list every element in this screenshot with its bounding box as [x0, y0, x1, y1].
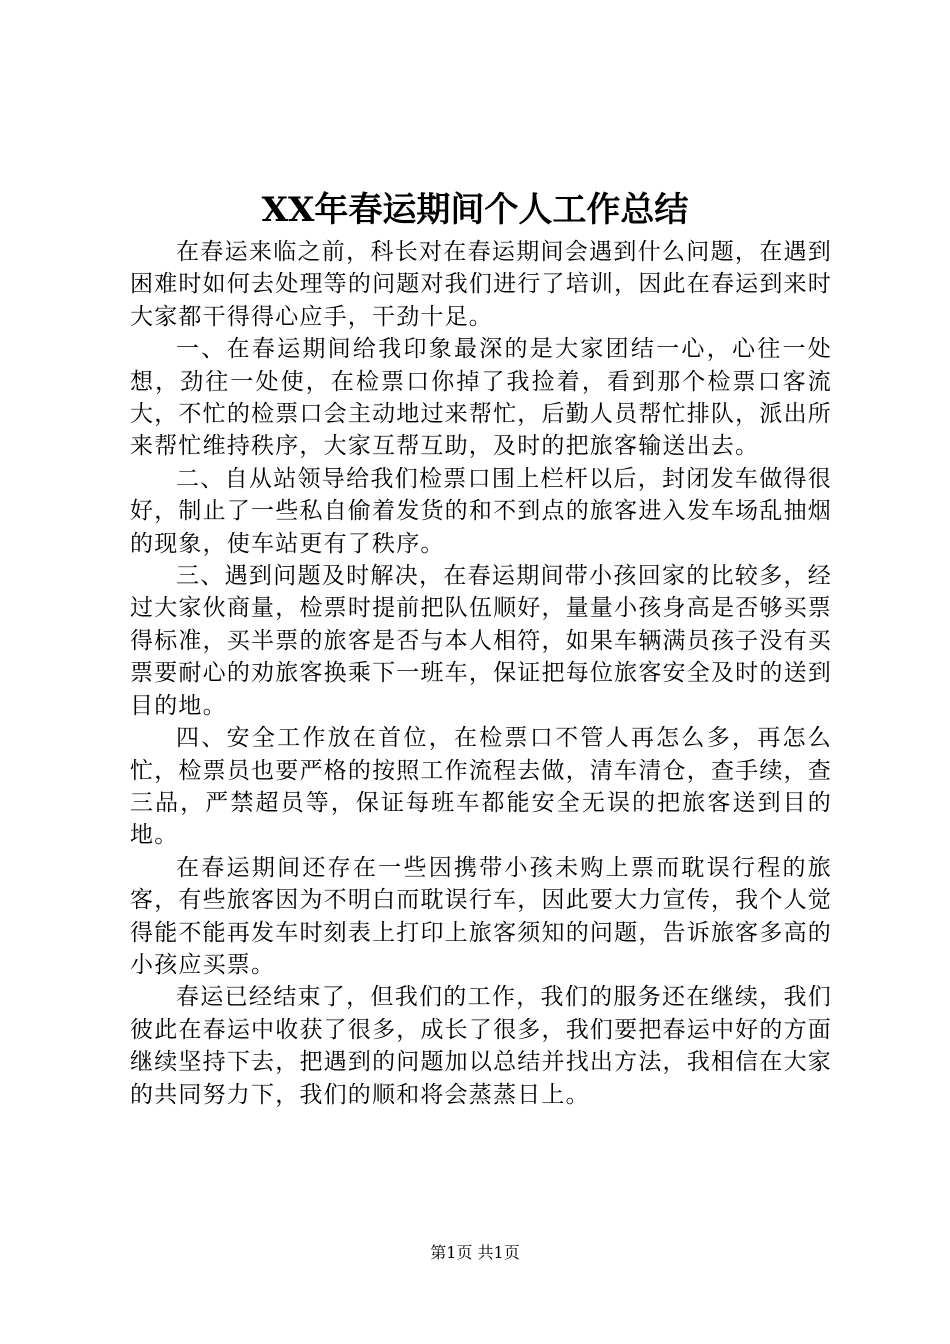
paragraph-issues: 在春运期间还存在一些因携带小孩未购上票而耽误行程的旅客，有些旅客因为不明白而耽误行车，因此要大力宣传，我个人觉得能不能再发车时刻表上打印上旅客须知的问题，告诉旅客多高的小孩应买票。 — [130, 854, 832, 978]
paragraph-conclusion: 春运已经结束了，但我们的工作，我们的服务还在继续，我们彼此在春运中收获了很多，成长了很多，我们要把春运中好的方面继续坚持下去，把遇到的问题加以总结并找出方法，我相信在大家的共同努力下，我们的顺和将会蒸蒸日上。 — [130, 984, 832, 1108]
document-title: XX年春运期间个人工作总结 — [261, 190, 689, 230]
paragraph-point-3: 三、遇到问题及时解决，在春运期间带小孩回家的比较多，经过大家伙商量，检票时提前把队伍顺好，量量小孩身高是否够买票得标准，买半票的旅客是否与本人相符，如果车辆满员孩子没有买票要耐心的劝旅客换乘下一班车，保证把每位旅客安全及时的送到目的地。 — [130, 563, 832, 719]
paragraph-point-1: 一、在春运期间给我印象最深的是大家团结一心，心往一处想，劲往一处使，在检票口你掉了我捡着，看到那个检票口客流大，不忙的检票口会主动地过来帮忙，后勤人员帮忙排队，派出所来帮忙维持秩序，大家互帮互助，及时的把旅客输送出去。 — [130, 336, 832, 460]
document-body — [130, 236, 832, 1111]
paragraph-point-2: 二、自从站领导给我们检票口围上栏杆以后，封闭发车做得很好，制止了一些私自偷着发货的和不到点的旅客进入发车场乱抽烟的现象，使车站更有了秩序。 — [130, 465, 832, 557]
paragraph-intro: 在春运来临之前，科长对在春运期间会遇到什么问题，在遇到困难时如何去处理等的问题对我们进行了培训，因此在春运到来时大家都干得得心应手，干劲十足。 — [130, 239, 832, 330]
page-footer: 第1页 共1页 — [430, 1243, 520, 1262]
paragraph-point-4: 四、安全工作放在首位，在检票口不管人再怎么多，再怎么忙，检票员也要严格的按照工作流程去做，清车清仓，查手续，查三品，严禁超员等，保证每班车都能安全无误的把旅客送到目的地。 — [130, 725, 832, 849]
